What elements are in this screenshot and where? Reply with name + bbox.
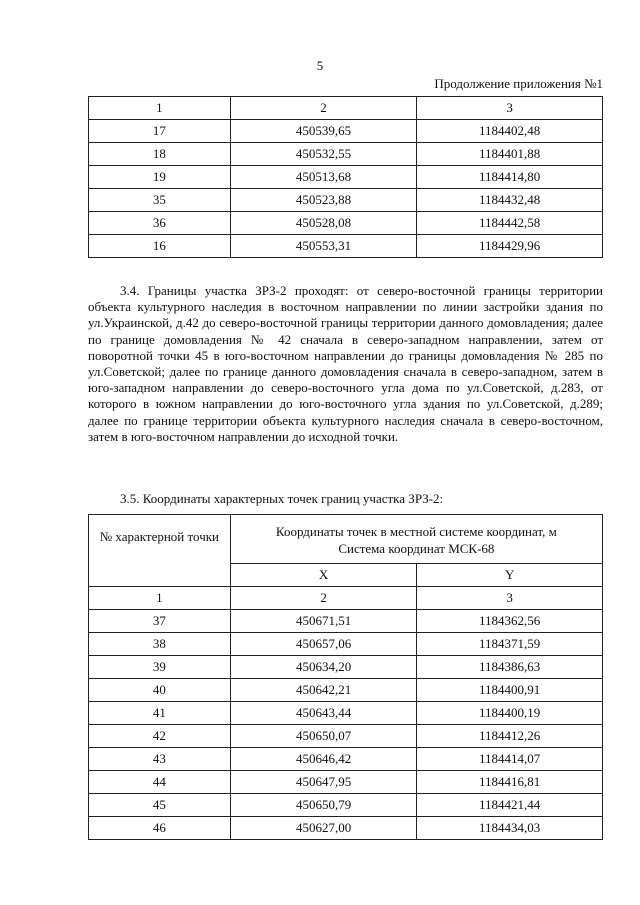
y-coordinate-cell: 1184442,58 — [417, 212, 603, 235]
table-row — [89, 212, 603, 235]
point-number-cell: 19 — [89, 166, 231, 189]
continuation-label: Продолжение приложения №1 — [434, 76, 603, 91]
point-number-cell: 37 — [89, 610, 231, 633]
table-index-row — [89, 587, 603, 610]
table-header-row — [89, 515, 603, 564]
point-number-cell: 41 — [89, 702, 231, 725]
header-cell: 2 — [230, 97, 417, 120]
y-coordinate-cell: 1184400,91 — [417, 679, 603, 702]
point-number-header: № характерной точки — [89, 515, 231, 587]
x-coordinate-cell: 450539,65 — [230, 120, 417, 143]
table-header-row — [89, 97, 603, 120]
y-coordinate-cell: 1184400,19 — [417, 702, 603, 725]
point-number-cell: 38 — [89, 633, 231, 656]
coordinates-header-line2: Система координат МСК-68 — [338, 541, 495, 556]
table-row — [89, 633, 603, 656]
table-row — [89, 794, 603, 817]
table-row — [89, 725, 603, 748]
y-header: Y — [417, 564, 603, 587]
header-cell: 1 — [89, 97, 231, 120]
x-coordinate-cell: 450671,51 — [230, 610, 417, 633]
table-row — [89, 702, 603, 725]
point-number-cell: 16 — [89, 235, 231, 258]
coordinates-header — [230, 515, 602, 564]
x-coordinate-cell: 450647,95 — [230, 771, 417, 794]
x-coordinate-cell: 450553,31 — [230, 235, 417, 258]
paragraph-3-4: 3.4. Границы участка ЗРЗ-2 проходят: от северо-восточной границы территории объекта культурного наследия в восточном направлении по линии застройки здания по ул.Украинской, д.42 до северо-восточной границы территории данного домовладения; далее по границе домовладения № 42 сначала в северо-западном направлении, затем от поворотной точки 45 в юго-восточном направлении до границы домовладения № 285 по ул.Советской; далее по границе данного домовладения сначала в северо-западном, затем в юго-западном направлении до северо-восточного угла дома по ул.Советской, д.283, от которого в южном направлении до юго-восточного угла здания по ул.Советской, д.289; далее по границе территории объекта культурного наследия сначала в северо-восточном, затем в юго-восточном направлении до исходной точки. — [88, 283, 603, 444]
x-coordinate-cell: 450532,55 — [230, 143, 417, 166]
x-header: X — [230, 564, 417, 587]
x-coordinate-cell: 450646,42 — [230, 748, 417, 771]
x-coordinate-cell: 450627,00 — [230, 817, 417, 840]
x-coordinate-cell: 450657,06 — [230, 633, 417, 656]
point-number-cell: 46 — [89, 817, 231, 840]
table-row — [89, 817, 603, 840]
paragraph-3-5: 3.5. Координаты характерных точек границ участка ЗРЗ-2: — [120, 491, 444, 506]
y-coordinate-cell: 1184414,80 — [417, 166, 603, 189]
y-coordinate-cell: 1184434,03 — [417, 817, 603, 840]
y-coordinate-cell: 1184429,96 — [417, 235, 603, 258]
point-number-cell: 42 — [89, 725, 231, 748]
x-coordinate-cell: 450650,07 — [230, 725, 417, 748]
x-coordinate-cell: 450513,68 — [230, 166, 417, 189]
x-coordinate-cell: 450650,79 — [230, 794, 417, 817]
index-cell: 1 — [89, 587, 231, 610]
table-row — [89, 610, 603, 633]
y-coordinate-cell: 1184401,88 — [417, 143, 603, 166]
page-number: 5 — [316, 58, 324, 73]
y-coordinate-cell: 1184432,48 — [417, 189, 603, 212]
table-row — [89, 143, 603, 166]
x-coordinate-cell: 450523,88 — [230, 189, 417, 212]
index-cell: 3 — [417, 587, 603, 610]
coordinates-table-continued — [88, 96, 603, 258]
point-number-cell: 43 — [89, 748, 231, 771]
table-row — [89, 771, 603, 794]
y-coordinate-cell: 1184421,44 — [417, 794, 603, 817]
y-coordinate-cell: 1184416,81 — [417, 771, 603, 794]
x-coordinate-cell: 450642,21 — [230, 679, 417, 702]
point-number-cell: 36 — [89, 212, 231, 235]
point-number-cell: 45 — [89, 794, 231, 817]
coordinates-header-line1: Координаты точек в местной системе координат, м — [275, 524, 557, 539]
y-coordinate-cell: 1184412,26 — [417, 725, 603, 748]
table-row — [89, 235, 603, 258]
point-number-cell: 44 — [89, 771, 231, 794]
y-coordinate-cell: 1184402,48 — [417, 120, 603, 143]
point-number-cell: 18 — [89, 143, 231, 166]
y-coordinate-cell: 1184362,56 — [417, 610, 603, 633]
table-row — [89, 166, 603, 189]
point-number-cell: 35 — [89, 189, 231, 212]
y-coordinate-cell: 1184414,07 — [417, 748, 603, 771]
table-row — [89, 656, 603, 679]
index-cell: 2 — [230, 587, 417, 610]
zrz2-coordinates-table — [88, 514, 603, 840]
y-coordinate-cell: 1184371,59 — [417, 633, 603, 656]
table-row — [89, 679, 603, 702]
point-number-cell: 40 — [89, 679, 231, 702]
header-cell: 3 — [417, 97, 603, 120]
table-row — [89, 120, 603, 143]
y-coordinate-cell: 1184386,63 — [417, 656, 603, 679]
table-row — [89, 189, 603, 212]
x-coordinate-cell: 450528,08 — [230, 212, 417, 235]
point-number-cell: 39 — [89, 656, 231, 679]
table-row — [89, 748, 603, 771]
x-coordinate-cell: 450634,20 — [230, 656, 417, 679]
point-number-cell: 17 — [89, 120, 231, 143]
x-coordinate-cell: 450643,44 — [230, 702, 417, 725]
